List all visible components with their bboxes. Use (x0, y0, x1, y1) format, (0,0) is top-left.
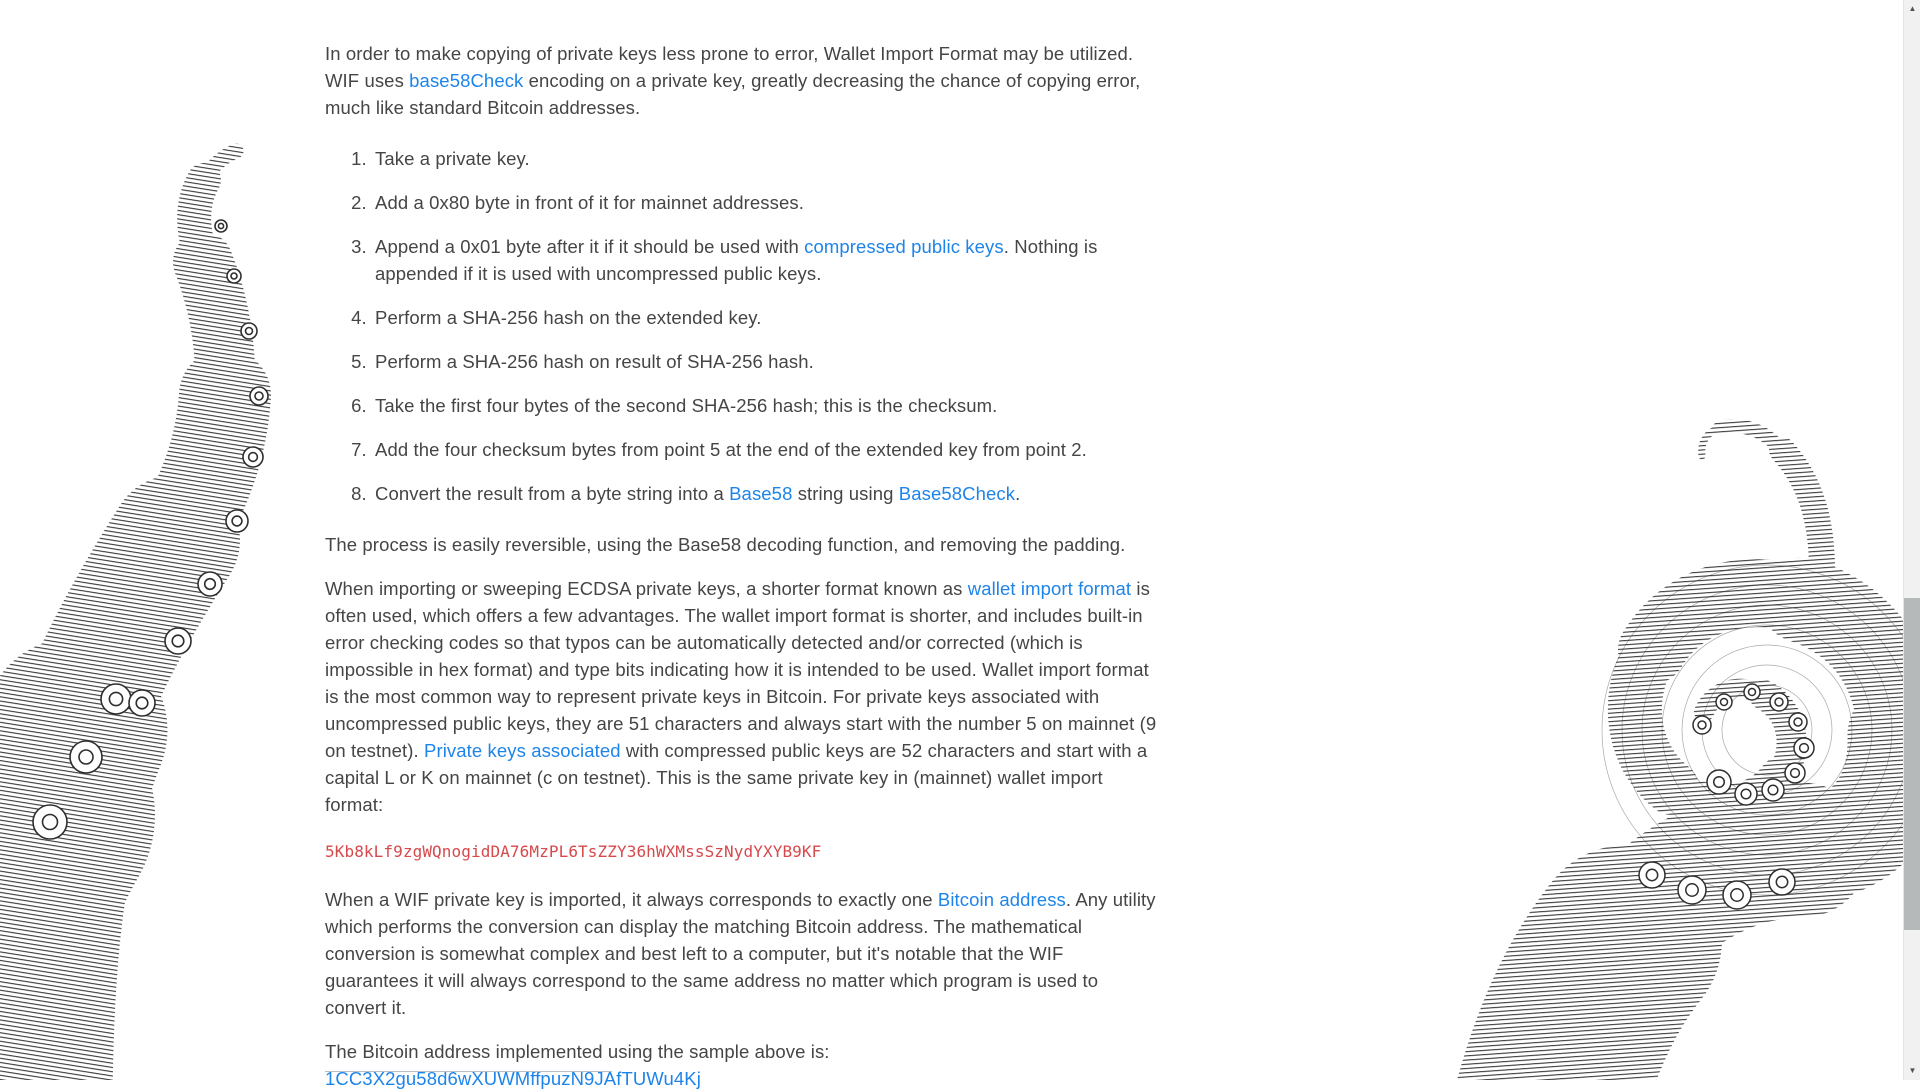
text-run: Add a 0x80 byte in front of it for mainnet addresses. (375, 192, 804, 213)
private-key-code: 5Kb8kLf9zgWQnogidDA76MzPL6TsZZY36hWXMssSzNydYXYB9KF (325, 842, 822, 861)
wallet-import-format-link[interactable]: wallet import format (967, 578, 1132, 599)
base58-link[interactable]: Base58 (729, 483, 793, 504)
text-run: When importing or sweeping ECDSA private keys, a shorter format known as (325, 578, 968, 599)
paragraph-wif-import (325, 886, 1157, 1021)
wif-step-item (372, 233, 1157, 287)
text-run: . Any utility which performs the conversion can display the matching Bitcoin address. The mathematical conversion is somewhat complex and best left to a computer, but it's notable that the WIF guarantees it will always correspond to the same address no matter which program is used to convert it. (325, 889, 1156, 1018)
text-run: . (1015, 483, 1021, 504)
scroll-up-button[interactable]: ▲ (1908, 4, 1917, 13)
bitcoin-address-link[interactable]: Bitcoin address (937, 889, 1066, 910)
right-tentacle-contours (1602, 565, 1920, 895)
paragraph-address-intro (325, 1038, 1157, 1065)
article-content (325, 40, 1157, 1092)
text-run: In order to make copying of private keys less prone to error, Wallet Import Format may be utilized. WIF uses (325, 43, 1134, 91)
scrollbar-thumb[interactable] (1904, 598, 1920, 930)
text-run: Add the four checksum bytes from point 5 at the end of the extended key from point 2. (375, 439, 1087, 460)
left-tentacle-suckers (33, 220, 268, 839)
text-run: encoding on a private key, greatly decreasing the chance of copying error, much like standard Bitcoin addresses. (325, 70, 1141, 118)
right-tentacle-suckers (1639, 684, 1814, 909)
text-run: The Bitcoin address implemented using the sample above is: (325, 1041, 830, 1062)
text-run: with compressed public keys are 52 characters and start with a capital L or K on mainnet (c on testnet). This is the same private key in (mainnet) wallet import format: (325, 740, 1148, 815)
private-keys-associated-link[interactable]: Private keys associated (424, 740, 621, 761)
wif-step-item (372, 189, 1157, 216)
wif-step-item (372, 436, 1157, 463)
scroll-down-button[interactable]: ▼ (1908, 1066, 1917, 1075)
paragraph-reversible (325, 531, 1157, 558)
compressed-public-keys-link[interactable]: compressed public keys (804, 236, 1004, 257)
base58check-step-link[interactable]: Base58Check (898, 483, 1016, 504)
text-run: Perform a SHA-256 hash on result of SHA-256 hash. (375, 351, 814, 372)
text-run: Perform a SHA-256 hash on the extended key. (375, 307, 762, 328)
section-divider (325, 1071, 612, 1072)
text-run: When a WIF private key is imported, it always corresponds to exactly one (325, 889, 938, 910)
wif-step-item (372, 348, 1157, 375)
text-run: is often used, which offers a few advantages. The wallet import format is shorter, and includes built-in error checking codes so that typos can be automatically detected and/or corrected (which is impossible in hex format) and type bits indicating how it is intended to be used. Wallet import format is the most common way to represent private keys in Bitcoin. For private keys associated with uncompressed public keys, they are 51 characters and always start with the number 5 on mainnet (9 on testnet). (325, 578, 1157, 761)
base58check-link[interactable]: base58Check (409, 70, 524, 91)
text-run: Take the first four bytes of the second SHA-256 hash; this is the checksum. (375, 395, 998, 416)
text-run: . Nothing is appended if it is used with uncompressed public keys. (375, 236, 1098, 284)
wif-step-item (372, 304, 1157, 331)
wif-step-item (372, 392, 1157, 419)
text-run: Take a private key. (375, 148, 530, 169)
wif-step-item (372, 480, 1157, 507)
paragraph-wif-details (325, 575, 1157, 818)
paragraph-intro (325, 40, 1157, 121)
text-run: The process is easily reversible, using the Base58 decoding function, and removing the padding. (325, 534, 1126, 555)
wif-steps-list (325, 145, 1157, 507)
text-run: string using (792, 483, 899, 504)
text-run: Append a 0x01 byte after it if it should be used with (375, 236, 805, 257)
wif-step-item (372, 145, 1157, 172)
bitcoin-address-link[interactable]: 1CC3X2gu58d6wXUWMffpuzN9JAfTUWu4Kj (325, 1068, 701, 1089)
text-run: Convert the result from a byte string into a (375, 483, 730, 504)
vertical-scrollbar[interactable] (1903, 0, 1920, 1080)
right-tentacle-illustration (1402, 330, 1920, 1080)
